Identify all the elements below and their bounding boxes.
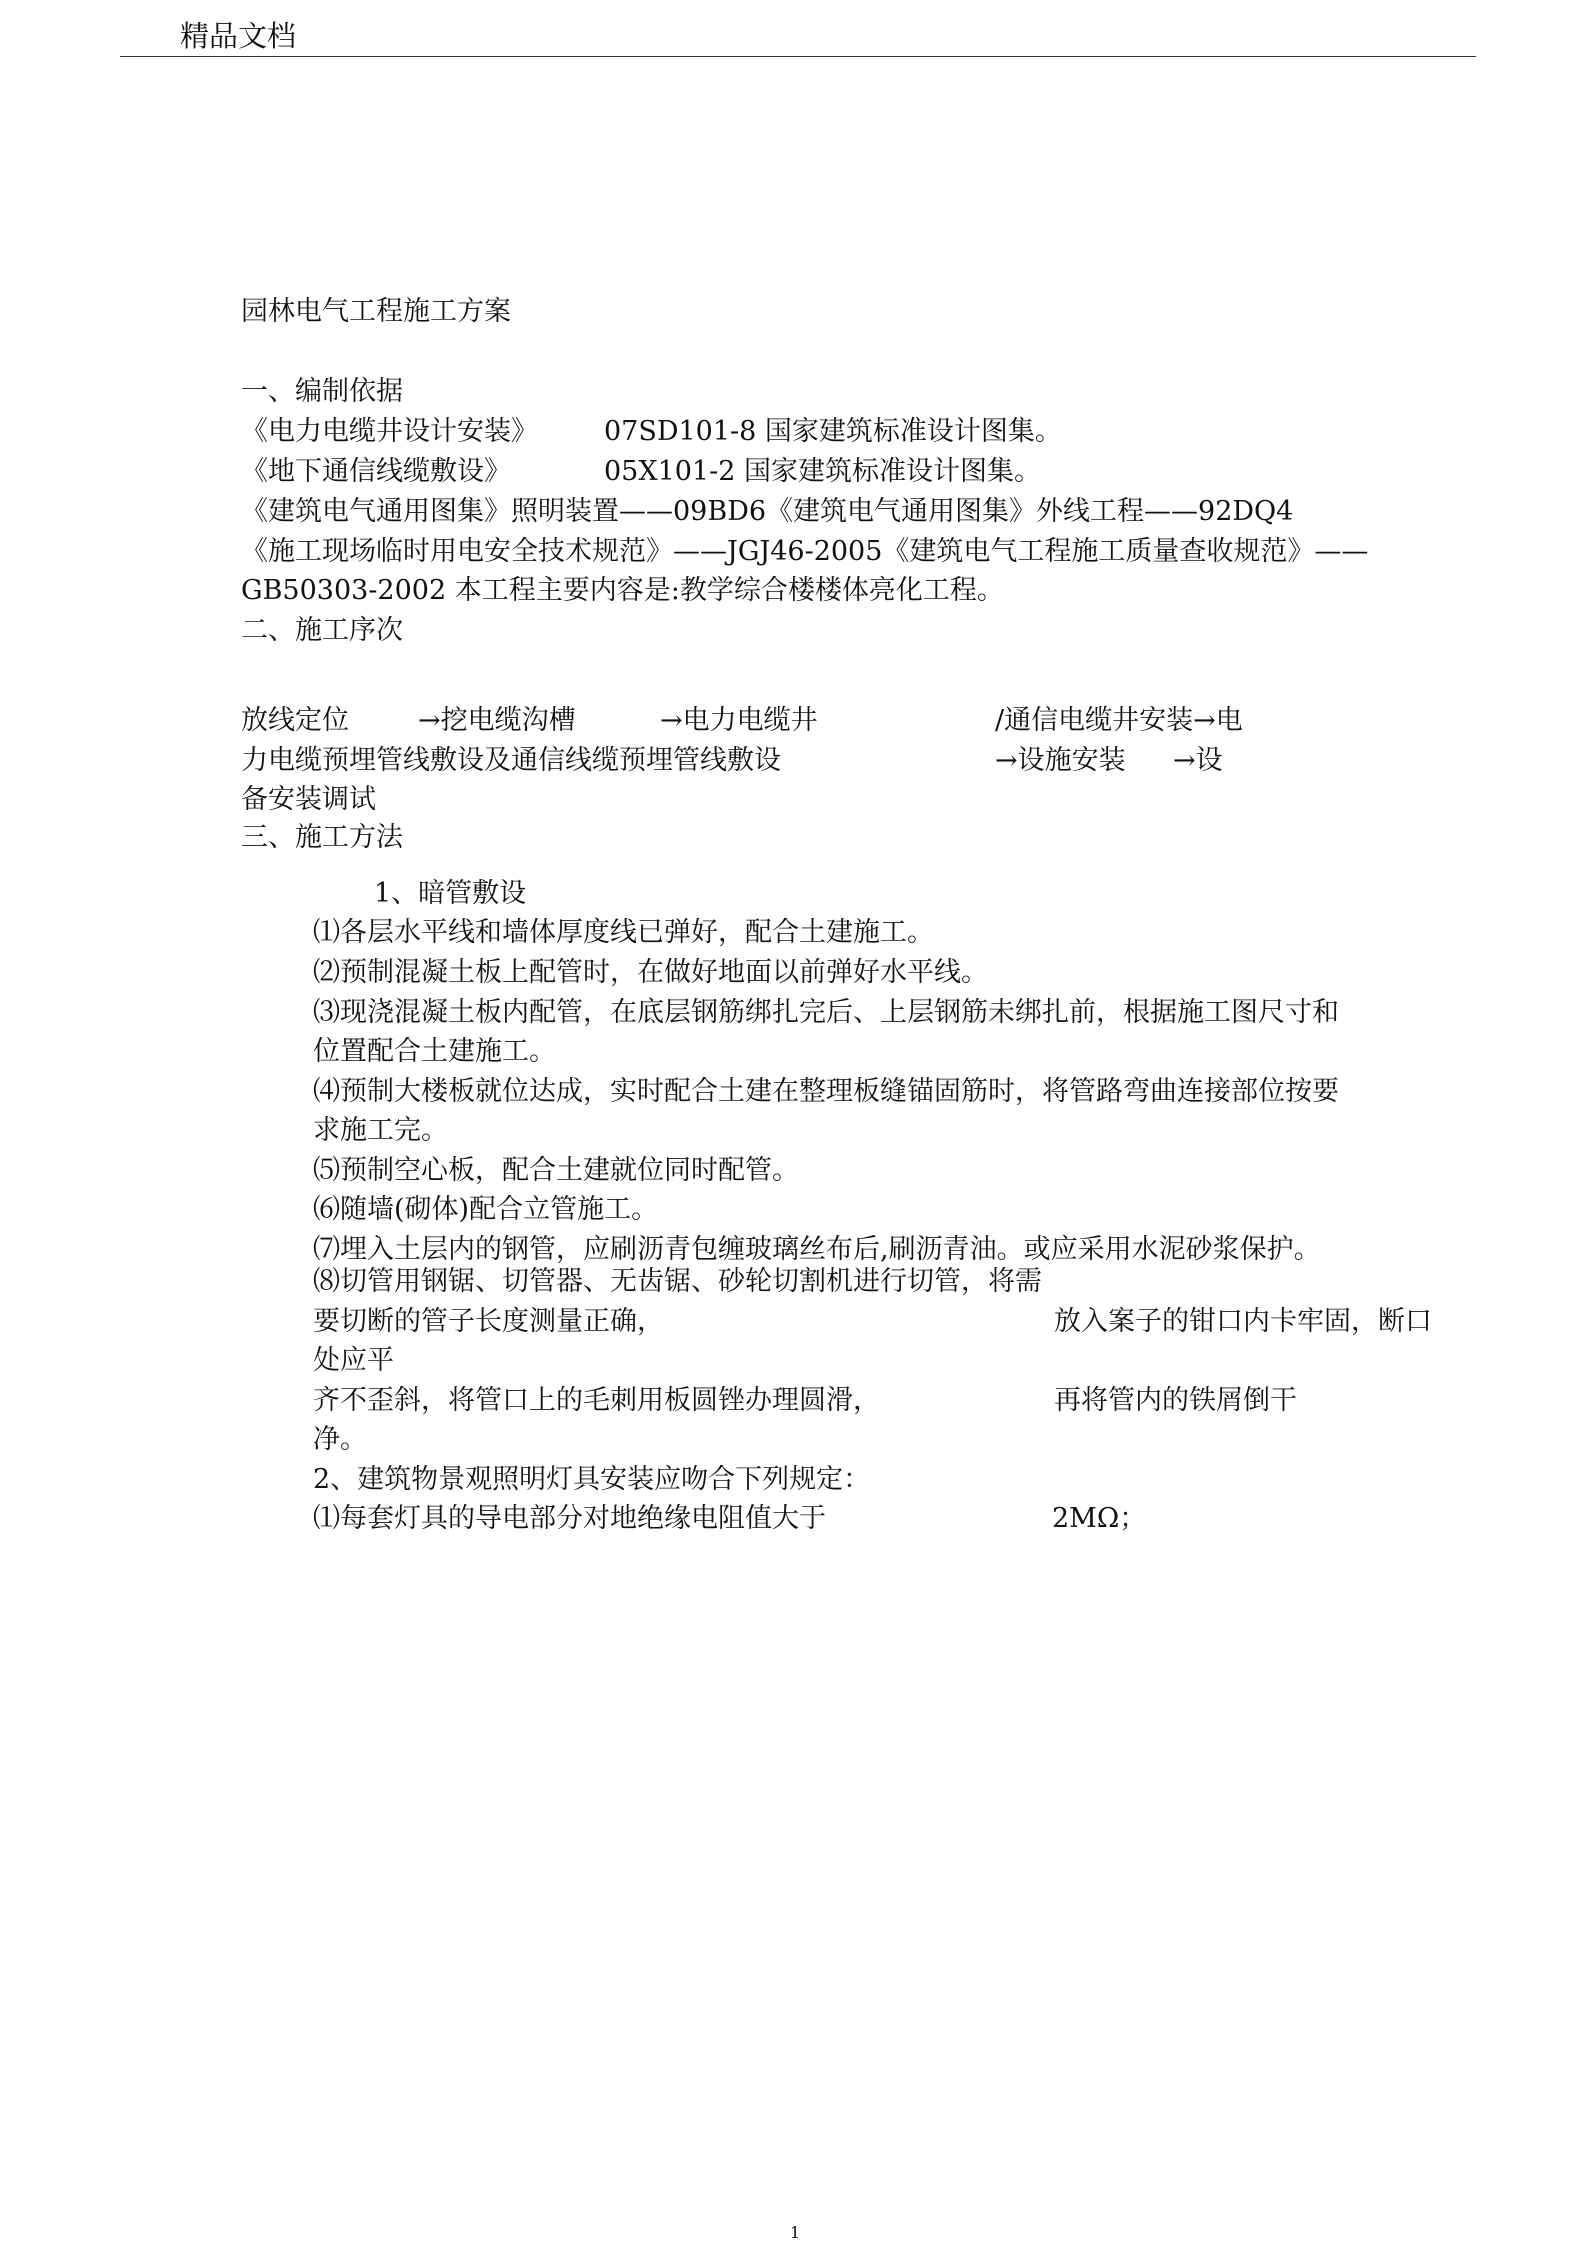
section1-heading: 一、编制依据	[241, 376, 403, 407]
method-item: 求施工完。	[313, 1115, 448, 1146]
last-line-left: ⑴每套灯具的导电部分对地绝缘电阻值大于	[313, 1503, 826, 1534]
flow-step-3: →电力电缆井	[660, 705, 818, 736]
ref-line-2-name: 《地下通信线缆敷设》	[241, 456, 511, 487]
ref-line-3: 《建筑电气通用图集》照明装置——09BD6《建筑电气通用图集》外线工程——92DQ4	[241, 496, 1294, 527]
method-item: ⑸预制空心板，配合土建就位同时配管。	[313, 1155, 799, 1186]
ref-line-1-name: 《电力电缆井设计安装》	[241, 416, 538, 447]
sub1-heading: 1、暗管敷设	[374, 878, 527, 909]
last-line-value: 2MΩ；	[1052, 1503, 1147, 1534]
header-label: 精品文档	[180, 19, 297, 53]
method-item: ⑹随墙(砌体)配合立管施工。	[313, 1194, 659, 1225]
method-item: ⑴各层水平线和墙体厚度线已弹好，配合土建施工。	[313, 917, 934, 948]
flow-line3: 备安装调试	[241, 784, 376, 815]
ref-line-1-code: 07SD101-8 国家建筑标准设计图集。	[604, 416, 1062, 447]
section3-heading: 三、施工方法	[241, 822, 403, 853]
wrap-line1: 处应平	[313, 1345, 394, 1376]
flow-step-2: →挖电缆沟槽	[418, 705, 576, 736]
split-line2-left: 齐不歪斜，将管口上的毛刺用板圆锉办理圆滑，	[313, 1385, 880, 1416]
ref-line-4: 《施工现场临时用电安全技术规范》——JGJ46-2005《建筑电气工程施工质量查收规范》——	[241, 536, 1369, 567]
ref-line-2-code: 05X101-2 国家建筑标准设计图集。	[604, 456, 1041, 487]
ref-line-5: GB50303-2002 本工程主要内容是:教学综合楼楼体亮化工程。	[241, 575, 1004, 606]
split-line2-right: 再将管内的铁屑倒干	[1054, 1385, 1297, 1416]
method-item: ⑵预制混凝土板上配管时，在做好地面以前弹好水平线。	[313, 957, 988, 988]
method-item: ⑶现浇混凝土板内配管，在底层钢筋绑扎完后、上层钢筋未绑扎前，根据施工图尺寸和	[313, 997, 1339, 1028]
split-line1-left: 要切断的管子长度测量正确，	[313, 1306, 664, 1337]
sub2-heading: 2、建筑物景观照明灯具安装应吻合下列规定：	[313, 1464, 871, 1495]
flow-line2-text: 力电缆预埋管线敷设及通信线缆预埋管线敷设	[241, 745, 781, 776]
method-item: ⑺埋入土层内的钢管，应刷沥青包缠玻璃丝布后,刷沥青油。或应采用水泥砂浆保护。	[313, 1234, 1321, 1265]
flow-step-1: 放线定位	[241, 705, 349, 736]
flow-step-6: →设	[1173, 745, 1223, 776]
header-divider	[120, 56, 1476, 57]
method-item: 位置配合土建施工。	[313, 1036, 556, 1067]
wrap-line2: 净。	[313, 1424, 367, 1455]
page-number: 1	[790, 2223, 801, 2242]
section2-heading: 二、施工序次	[241, 615, 403, 646]
flow-step-5: →设施安装	[995, 745, 1126, 776]
flow-step-4: /通信电缆井安装→电	[995, 705, 1243, 736]
split-line1-right: 放入案子的钳口内卡牢固，断口	[1054, 1306, 1432, 1337]
document-title: 园林电气工程施工方案	[241, 296, 511, 327]
method-item: ⑷预制大楼板就位达成，实时配合土建在整理板缝锚固筋时，将管路弯曲连接部位按要	[313, 1076, 1339, 1107]
method-item: ⑻切管用钢锯、切管器、无齿锯、砂轮切割机进行切管，将需	[313, 1266, 1042, 1297]
